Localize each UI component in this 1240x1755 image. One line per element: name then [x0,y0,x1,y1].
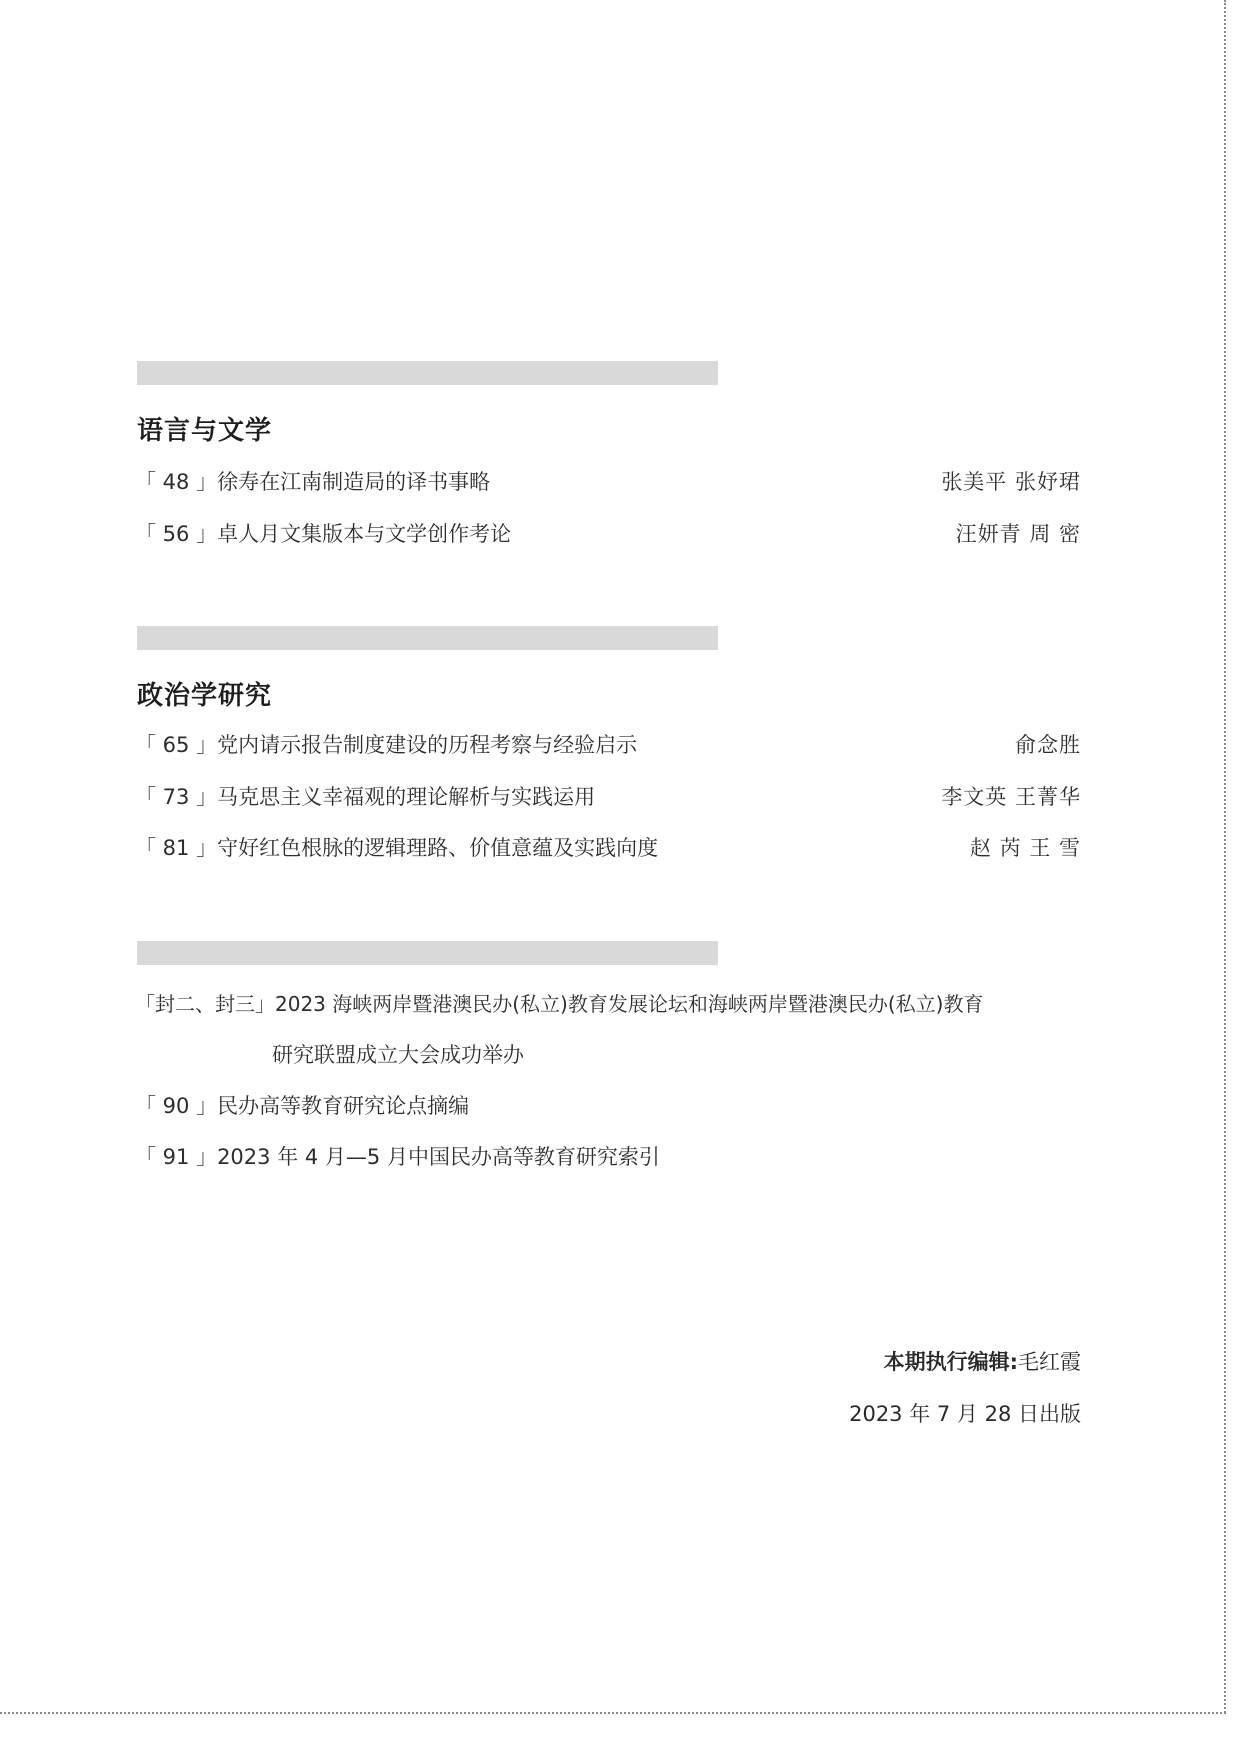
toc-entry-title: 「 56 」卓人月文集版本与文学创作考论 [135,522,512,546]
section-divider-bar [137,626,718,650]
publish-date: 2023 年 7 月 28 日出版 [849,1402,1081,1426]
toc-entry-author: 俞念胜 [1015,733,1081,757]
toc-entry-author: 张美平 张妤珺 [941,470,1081,494]
executive-editor-label: 本期执行编辑: [883,1350,1018,1374]
section-divider-bar [137,361,718,385]
toc-entry-90[interactable]: 「 90 」民办高等教育研究论点摘编 [135,1094,470,1118]
section-title-language-literature: 语言与文学 [137,416,273,446]
section-title-political-science: 政治学研究 [137,681,273,711]
toc-entry-91[interactable]: 「 91 」2023 年 4 月—5 月中国民办高等教育研究索引 [135,1145,660,1169]
toc-entry[interactable] [135,729,1081,761]
toc-entry[interactable] [135,832,1081,864]
executive-editor-name: 毛红霞 [1018,1350,1081,1374]
toc-entry[interactable] [135,466,1081,498]
page-border-bottom [0,1712,1226,1714]
executive-editor [884,1346,1081,1378]
toc-entry-title: 「 48 」徐寿在江南制造局的译书事略 [135,470,491,494]
cover-note-line1[interactable]: 「封二、封三」2023 海峡两岸暨港澳民办(私立)教育发展论坛和海峡两岸暨港澳民办(私立)教育 [135,992,984,1016]
toc-entry[interactable] [135,518,1081,550]
toc-entry-author: 汪妍青 周 密 [955,522,1081,546]
page-border-right [1224,0,1226,1713]
section-divider-bar [137,941,718,965]
toc-entry-author: 赵 芮 王 雪 [969,836,1081,860]
toc-entry-title: 「 65 」党内请示报告制度建设的历程考察与经验启示 [135,733,638,757]
toc-entry-title: 「 81 」守好红色根脉的逻辑理路、价值意蕴及实践向度 [135,836,659,860]
toc-entry-author: 李文英 王菁华 [941,785,1081,809]
toc-entry-title: 「 73 」马克思主义幸福观的理论解析与实践运用 [135,785,596,809]
toc-entry[interactable] [135,781,1081,813]
cover-note-line2: 研究联盟成立大会成功举办 [272,1043,524,1067]
